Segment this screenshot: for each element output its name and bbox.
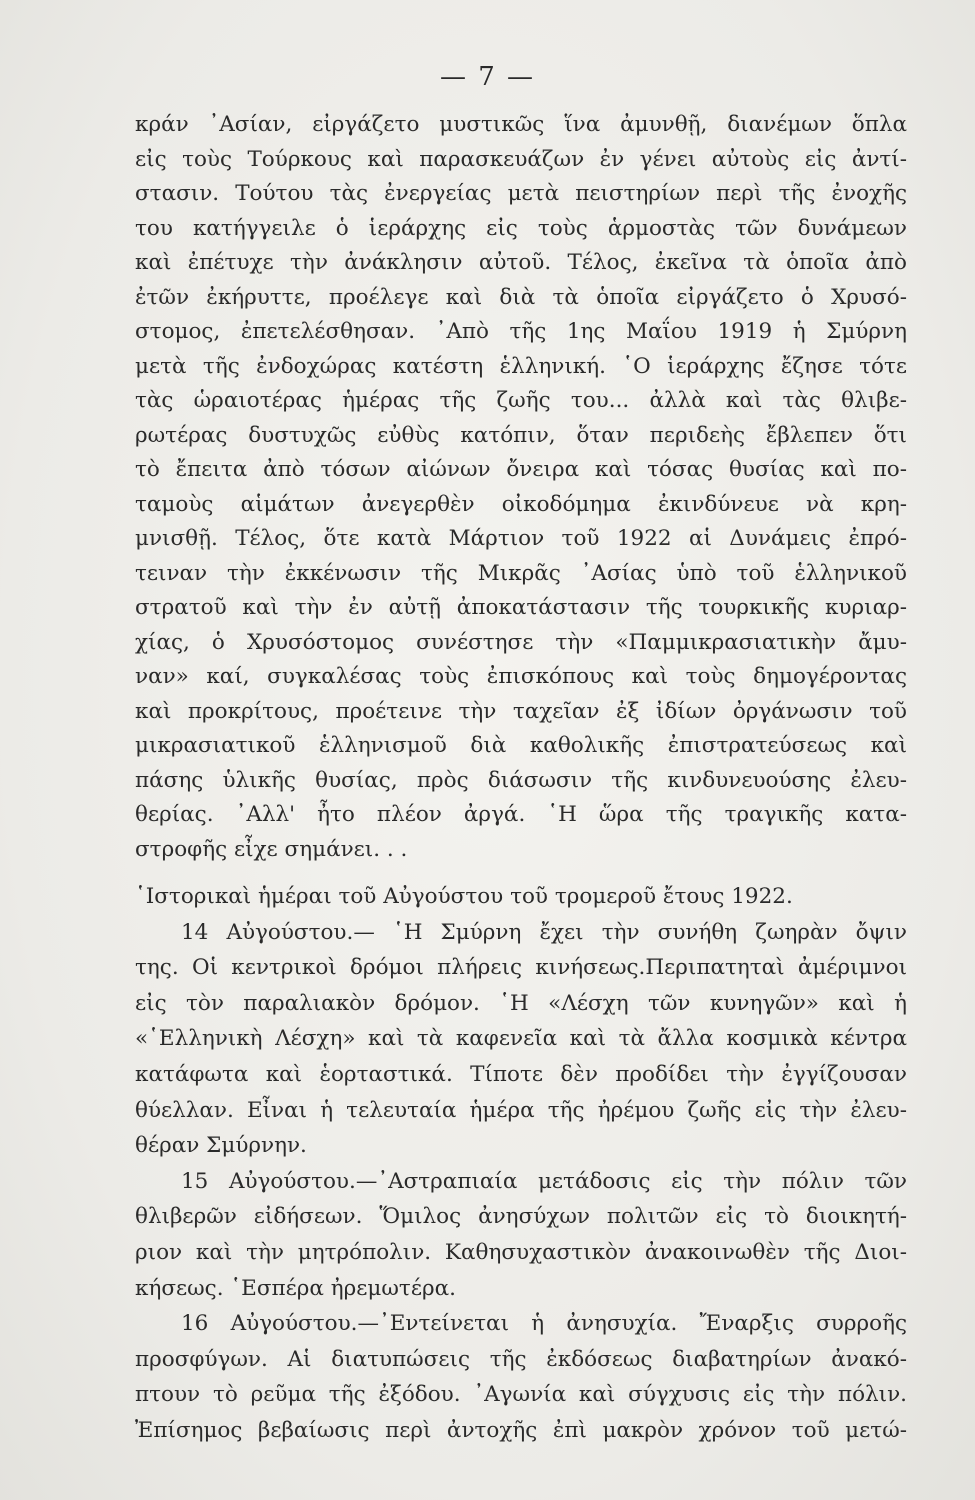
text-line: εἰς τοὺς Τούρκους καὶ παρασκευάζων ἐν γένει αὐτοὺς εἰς ἀντί-: [135, 146, 907, 172]
entry-august-14-line: κατάφωτα καὶ ἑορταστικά. Τίποτε δὲν προδίδει τὴν ἐγγίζουσαν: [135, 1061, 907, 1087]
text-line: στρατοῦ καὶ τὴν ἐν αὐτῇ ἀποκατάστασιν τῆς τουρκικῆς κυριαρ-: [135, 595, 907, 620]
text-line: τειναν τὴν ἐκκένωσιν τῆς Μικρᾶς ᾿Ασίας ὑπὸ τοῦ ἑλληνικοῦ: [135, 560, 907, 586]
text-line: ταμοὺς αἱμάτων ἀνεγερθὲν οἰκοδόμημα ἐκινδύνευε νὰ κρη-: [135, 491, 907, 517]
entry-august-16-line: πτουν τὸ ρεῦμα τῆς ἐξόδου. ᾿Αγωνία καὶ σύγχυσις εἰς τὴν πόλιν.: [135, 1382, 907, 1408]
text-line: του κατήγγειλε ὁ ἱεράρχης εἰς τοὺς ἁρμοστὰς τῶν δυνάμεων: [135, 215, 907, 241]
entry-august-15-line: κήσεως. ῾Εσπέρα ἠρεμωτέρα.: [135, 1275, 456, 1301]
text-line: στομος, ἐπετελέσθησαν. ᾿Απὸ τῆς 1ης Μαΐου 1919 ἡ Σμύρνη: [135, 319, 907, 344]
text-line: ναν» καί, συγκαλέσας τοὺς ἐπισκόπους καὶ τοὺς δημογέροντας: [135, 664, 907, 689]
text-line: καὶ ἐπέτυχε τὴν ἀνάκλησιν αὐτοῦ. Τέλος, ἐκεῖνα τὰ ὁποῖα ἀπὸ: [135, 250, 907, 275]
section-heading: ῾Ιστορικαὶ ἡμέραι τοῦ Αὐγούστου τοῦ τρομεροῦ ἔτους 1922.: [135, 884, 793, 909]
text-line: μνισθῇ. Τέλος, ὅτε κατὰ Μάρτιον τοῦ 1922 αἱ Δυνάμεις ἐπρό-: [135, 526, 907, 551]
entry-august-14-line: εἰς τὸν παραλιακὸν δρόμον. ῾Η «Λέσχη τῶν κυνηγῶν» καὶ ἡ: [135, 990, 907, 1016]
text-line: τὸ ἔπειτα ἀπὸ τόσων αἰώνων ὄνειρα καὶ τόσας θυσίας καὶ πο-: [135, 457, 907, 482]
entry-august-15-line: ριον καὶ τὴν μητρόπολιν. Καθησυχαστικὸν ἀνακοινωθὲν τῆς Διοι-: [135, 1239, 907, 1265]
entry-august-16-line: Ἐπίσημος βεβαίωσις περὶ ἀντοχῆς ἐπὶ μακρὸν χρόνον τοῦ μετώ-: [135, 1417, 907, 1443]
text-line: κράν ᾿Ασίαν, εἰργάζετο μυστικῶς ἵνα ἀμυνθῇ, διανέμων ὅπλα: [135, 112, 907, 137]
text-line: στροφῆς εἶχε σημάνει. . .: [135, 836, 408, 862]
august-1922-chronicle: [135, 880, 907, 1450]
entry-august-14-line: θύελλαν. Εἶναι ἡ τελευταία ἡμέρα τῆς ἠρέμου ζωῆς εἰς τὴν ἐλευ-: [135, 1097, 907, 1123]
text-line: ρωτέρας δυστυχῶς εὐθὺς κατόπιν, ὅταν περιδεὴς ἔβλεπεν ὅτι: [135, 422, 907, 448]
text-line: μετὰ τῆς ἐνδοχώρας κατέστη ἑλληνική. ῾Ο ἱεράρχης ἔζησε τότε: [135, 353, 907, 379]
page-number: — 7 —: [439, 62, 536, 92]
entry-august-14-line: 14 Αὐγούστου.— ῾Η Σμύρνη ἔχει τὴν συνήθη ζωηρὰν ὄψιν: [181, 919, 907, 945]
entry-august-14-line: θέραν Σμύρνην.: [135, 1133, 307, 1159]
text-line: θερίας. ᾿Αλλ' ἦτο πλέον ἀργά. ῾Η ὥρα τῆς τραγικῆς κατα-: [135, 802, 907, 827]
text-line: καὶ προκρίτους, προέτεινε τὴν ταχεῖαν ἐξ ἰδίων ὀργάνωσιν τοῦ: [135, 698, 907, 724]
text-line: χίας, ὁ Χρυσόστομος συνέστησε τὴν «Παμμικρασιατικὴν ἄμυ-: [135, 629, 907, 655]
text-line: τὰς ὡραιοτέρας ἡμέρας τῆς ζωῆς του... ἀλλὰ καὶ τὰς θλιβε-: [135, 388, 907, 413]
entry-august-14-line: «῾Ελληνικὴ Λέσχη» καὶ τὰ καφενεῖα καὶ τὰ ἄλλα κοσμικὰ κέντρα: [135, 1026, 907, 1052]
text-line: στασιν. Τούτου τὰς ἐνεργείας μετὰ πειστηρίων περὶ τῆς ἐνοχῆς: [135, 181, 907, 206]
entry-august-14-line: της. Οἱ κεντρικοὶ δρόμοι πλήρεις κινήσεως.Περιπατηταὶ ἀμέριμνοι: [135, 955, 907, 981]
text-line: ἐτῶν ἐκήρυττε, προέλεγε καὶ διὰ τὰ ὁποῖα εἰργάζετο ὁ Χρυσό-: [135, 284, 907, 310]
entry-august-15-line: 15 Αὐγούστου.—᾿Αστραπιαία μετάδοσις εἰς τὴν πόλιν τῶν: [181, 1168, 907, 1194]
entry-august-15-line: θλιβερῶν εἰδήσεων. Ὅμιλος ἀνησύχων πολιτῶν εἰς τὸ διοικητή-: [135, 1204, 907, 1230]
text-line: πάσης ὑλικῆς θυσίας, πρὸς διάσωσιν τῆς κινδυνευούσης ἐλευ-: [135, 767, 907, 793]
text-line: μικρασιατικοῦ ἑλληνισμοῦ διὰ καθολικῆς ἐπιστρατεύσεως καὶ: [135, 733, 907, 758]
paragraph-smyrna-history: [135, 108, 907, 867]
entry-august-16-line: 16 Αὐγούστου.—᾿Εντείνεται ἡ ἀνησυχία. Ἔναρξις συρροῆς: [181, 1311, 907, 1337]
entry-august-16-line: προσφύγων. Αἱ διατυπώσεις τῆς ἐκδόσεως διαβατηρίων ἀνακό-: [135, 1346, 907, 1372]
